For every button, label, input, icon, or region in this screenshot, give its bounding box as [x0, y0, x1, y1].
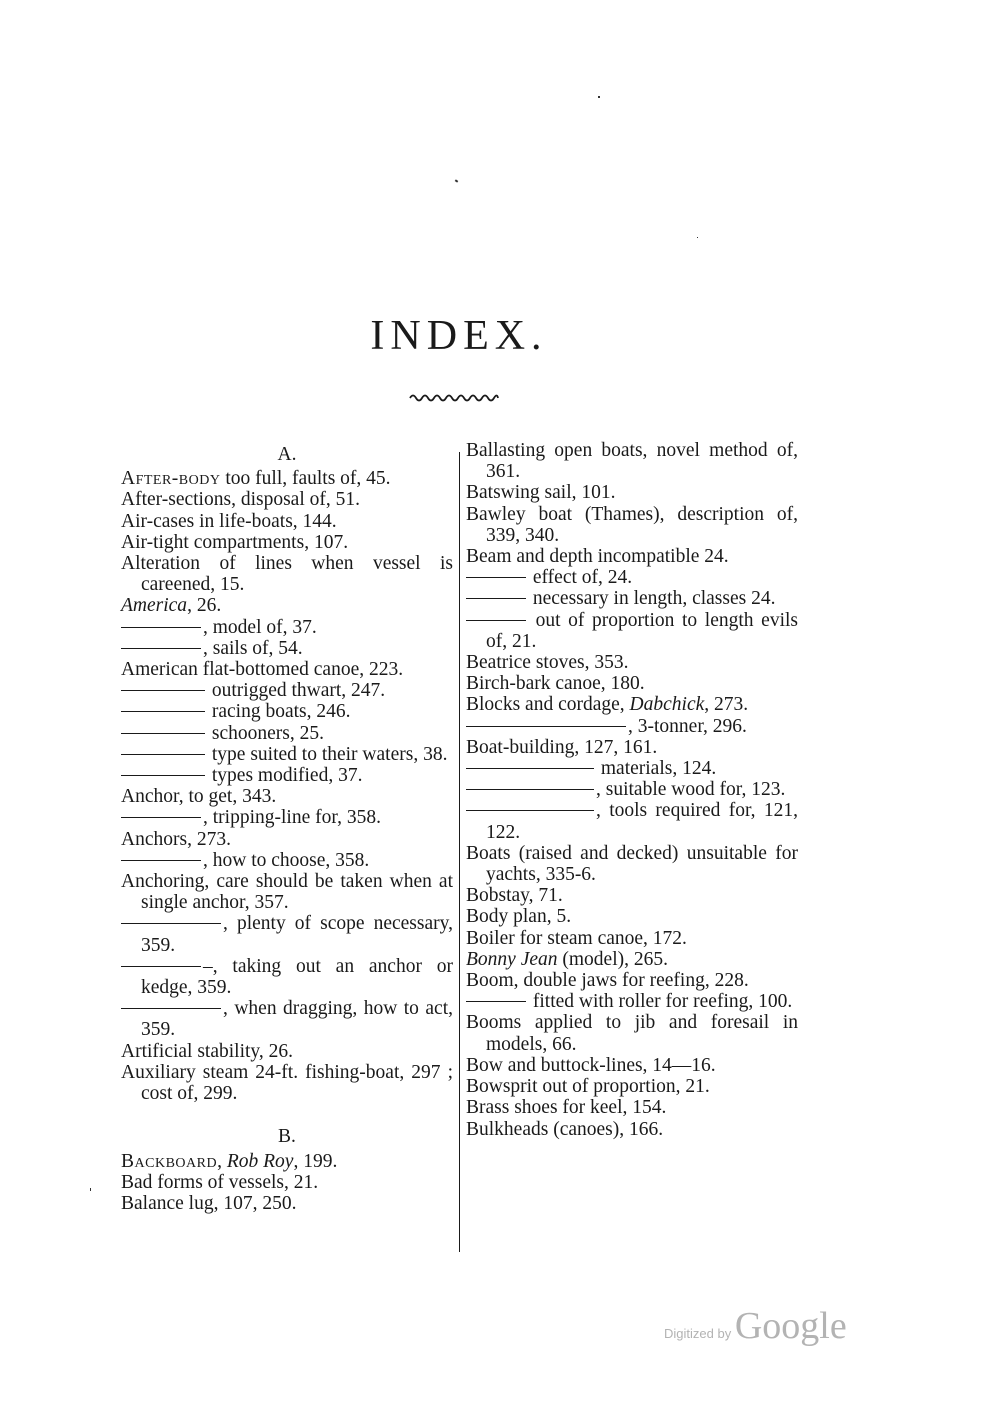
index-subentry	[121, 617, 453, 638]
index-entry: American flat-bottomed canoe, 223.	[121, 659, 404, 681]
index-entry: Air-cases in life-boats, 144.	[121, 510, 337, 532]
ditto-dash	[466, 577, 526, 578]
index-entry: Anchors, 273.	[121, 828, 231, 850]
index-entry: After-sections, disposal of, 51.	[121, 489, 360, 511]
index-subentry	[466, 991, 798, 1012]
entry-text: racing boats, 246.	[207, 701, 351, 723]
column-divider	[459, 452, 460, 1252]
ditto-dash	[121, 690, 205, 691]
entry-text: , plenty of scope necessary, 359.	[141, 913, 453, 956]
ditto-dash	[121, 1008, 221, 1009]
index-subentry	[466, 800, 798, 842]
entry-text: , tripping-line for, 358.	[203, 807, 381, 829]
index-entry: Boiler for steam canoe, 172.	[466, 927, 687, 949]
index-entry: Anchoring, care should be taken when at single anchor, 357.	[121, 871, 453, 914]
index-entry: Boats (raised and decked) unsuitable for yachts, 335-6.	[466, 842, 798, 886]
ditto-dash	[121, 733, 205, 734]
index-entry: Bawley boat (Thames), description of, 339, 340.	[466, 503, 798, 546]
index-subentry	[466, 716, 798, 737]
entry-text: , 26.	[187, 595, 222, 617]
ditto-dash	[121, 966, 201, 967]
index-subentry	[466, 758, 798, 779]
index-entry: Birch-bark canoe, 180.	[466, 673, 645, 695]
index-subentry	[121, 701, 453, 722]
index-subentry	[121, 913, 453, 955]
entry-text: materials, 124.	[596, 758, 717, 780]
entry-text: , sails of, 54.	[203, 637, 303, 659]
index-entry: Brass shoes for keel, 154.	[466, 1097, 667, 1119]
entry-text: , model of, 37.	[203, 616, 317, 638]
entry-text: , 3-tonner, 296.	[628, 715, 747, 737]
ditto-dash	[466, 768, 594, 769]
ditto-dash	[121, 775, 205, 776]
index-entry: Bowsprit out of proportion, 21.	[466, 1076, 710, 1098]
index-entry: Balance lug, 107, 250.	[121, 1192, 297, 1214]
ditto-dash	[466, 789, 594, 790]
index-subentry	[121, 744, 453, 765]
index-entry: Alteration of lines when vessel is careened, 15.	[121, 553, 453, 596]
index-entry: Bobstay, 71.	[466, 885, 563, 907]
index-subentry	[121, 723, 453, 744]
entry-text: –, taking out an anchor or kedge, 359.	[141, 955, 453, 999]
index-subentry	[121, 956, 453, 998]
scan-speck	[90, 1188, 91, 1191]
page-title: INDEX.	[370, 313, 548, 359]
ditto-dash	[121, 627, 201, 628]
index-entry: Body plan, 5.	[466, 906, 572, 928]
index-entry: Beam and depth incompatible 24.	[466, 546, 729, 568]
index-subentry	[121, 998, 453, 1040]
entry-text: Blocks and cordage,	[466, 694, 630, 716]
entry-text: out of proportion to length evils of, 21.	[486, 609, 798, 652]
entry-text: , how to choose, 358.	[203, 849, 370, 871]
italic-term: America	[121, 595, 188, 617]
entry-text: fitted with roller for reefing, 100.	[528, 991, 793, 1013]
entry-text: , tools required for, 121, 122.	[486, 800, 798, 843]
small-caps-term: Backboard	[121, 1150, 218, 1172]
italic-term: Rob Roy	[226, 1150, 294, 1172]
watermark-prefix: Digitized by	[664, 1326, 735, 1341]
small-caps-term: After-body	[121, 468, 221, 490]
entry-text: , 273.	[704, 694, 749, 716]
index-subentry	[121, 807, 453, 828]
italic-term: Bonny Jean	[466, 948, 558, 970]
ditto-dash	[121, 817, 201, 818]
index-subentry	[466, 588, 798, 609]
ditto-dash	[121, 860, 201, 861]
index-entry	[121, 595, 453, 616]
index-subentry	[121, 680, 453, 701]
entry-text: , suitable wood for, 123.	[596, 779, 786, 801]
ditto-dash	[121, 711, 205, 712]
ditto-dash	[121, 923, 221, 924]
ditto-dash	[121, 754, 205, 755]
section-heading-b: B.	[278, 1126, 296, 1148]
index-column-right	[466, 440, 798, 1140]
entry-text: too full, faults of, 45.	[220, 468, 391, 490]
index-entry: Anchor, to get, 343.	[121, 786, 277, 808]
index-entry: Beatrice stoves, 353.	[466, 652, 629, 674]
index-entry	[466, 949, 798, 970]
entry-text: type suited to their waters, 38.	[207, 743, 448, 765]
entry-text: outrigged thwart, 247.	[207, 680, 386, 702]
index-entry: Air-tight compartments, 107.	[121, 531, 349, 553]
index-subentry	[466, 779, 798, 800]
entry-text: , when dragging, how to act, 359.	[141, 998, 453, 1041]
index-entry: Booms applied to jib and foresail in models, 66.	[466, 1012, 798, 1055]
ditto-dash	[466, 726, 626, 727]
index-entry: Bulkheads (canoes), 166.	[466, 1118, 664, 1140]
digitized-by-google-watermark	[664, 1304, 847, 1348]
entry-text: necessary in length, classes 24.	[528, 588, 776, 610]
ditto-dash	[466, 1001, 526, 1002]
ditto-dash	[466, 598, 526, 599]
entry-text: schooners, 25.	[207, 722, 324, 744]
entry-text: (model), 265.	[557, 948, 668, 970]
ditto-dash	[466, 620, 526, 621]
index-entry	[121, 1151, 453, 1172]
index-entry: Boom, double jaws for reefing, 228.	[466, 970, 749, 992]
index-subentry	[121, 765, 453, 786]
italic-term: Dabchick	[629, 694, 705, 716]
index-entry: Auxiliary steam 24-ft. fishing-boat, 297 ; cost of, 299.	[121, 1061, 453, 1105]
index-entry: Artificial stability, 26.	[121, 1040, 294, 1062]
index-entry	[466, 694, 798, 715]
entry-text: ,	[217, 1150, 227, 1172]
section-heading-a: A.	[277, 444, 297, 465]
index-subentry	[466, 610, 798, 652]
index-entry: Bad forms of vessels, 21.	[121, 1171, 319, 1193]
scan-speck	[455, 179, 459, 182]
index-entry: Boat-building, 127, 161.	[466, 736, 658, 758]
index-entry: Bow and buttock-lines, 14—16.	[466, 1054, 716, 1076]
ditto-dash	[121, 648, 201, 649]
ditto-dash	[466, 810, 594, 811]
index-entry: Batswing sail, 101.	[466, 482, 616, 504]
index-subentry	[466, 567, 798, 588]
ornament-squiggle	[408, 390, 500, 404]
index-subentry	[121, 850, 453, 871]
index-subentry	[121, 638, 453, 659]
index-column-left	[121, 440, 453, 1214]
entry-text: effect of, 24.	[528, 567, 633, 589]
google-logo: Google	[734, 1305, 847, 1347]
index-entry	[121, 468, 453, 489]
scan-speck	[697, 237, 698, 238]
index-entry: Ballasting open boats, novel method of, 361.	[466, 440, 798, 483]
entry-text: , 199.	[293, 1150, 338, 1172]
scan-speck	[598, 96, 600, 98]
entry-text: types modified, 37.	[207, 765, 363, 787]
